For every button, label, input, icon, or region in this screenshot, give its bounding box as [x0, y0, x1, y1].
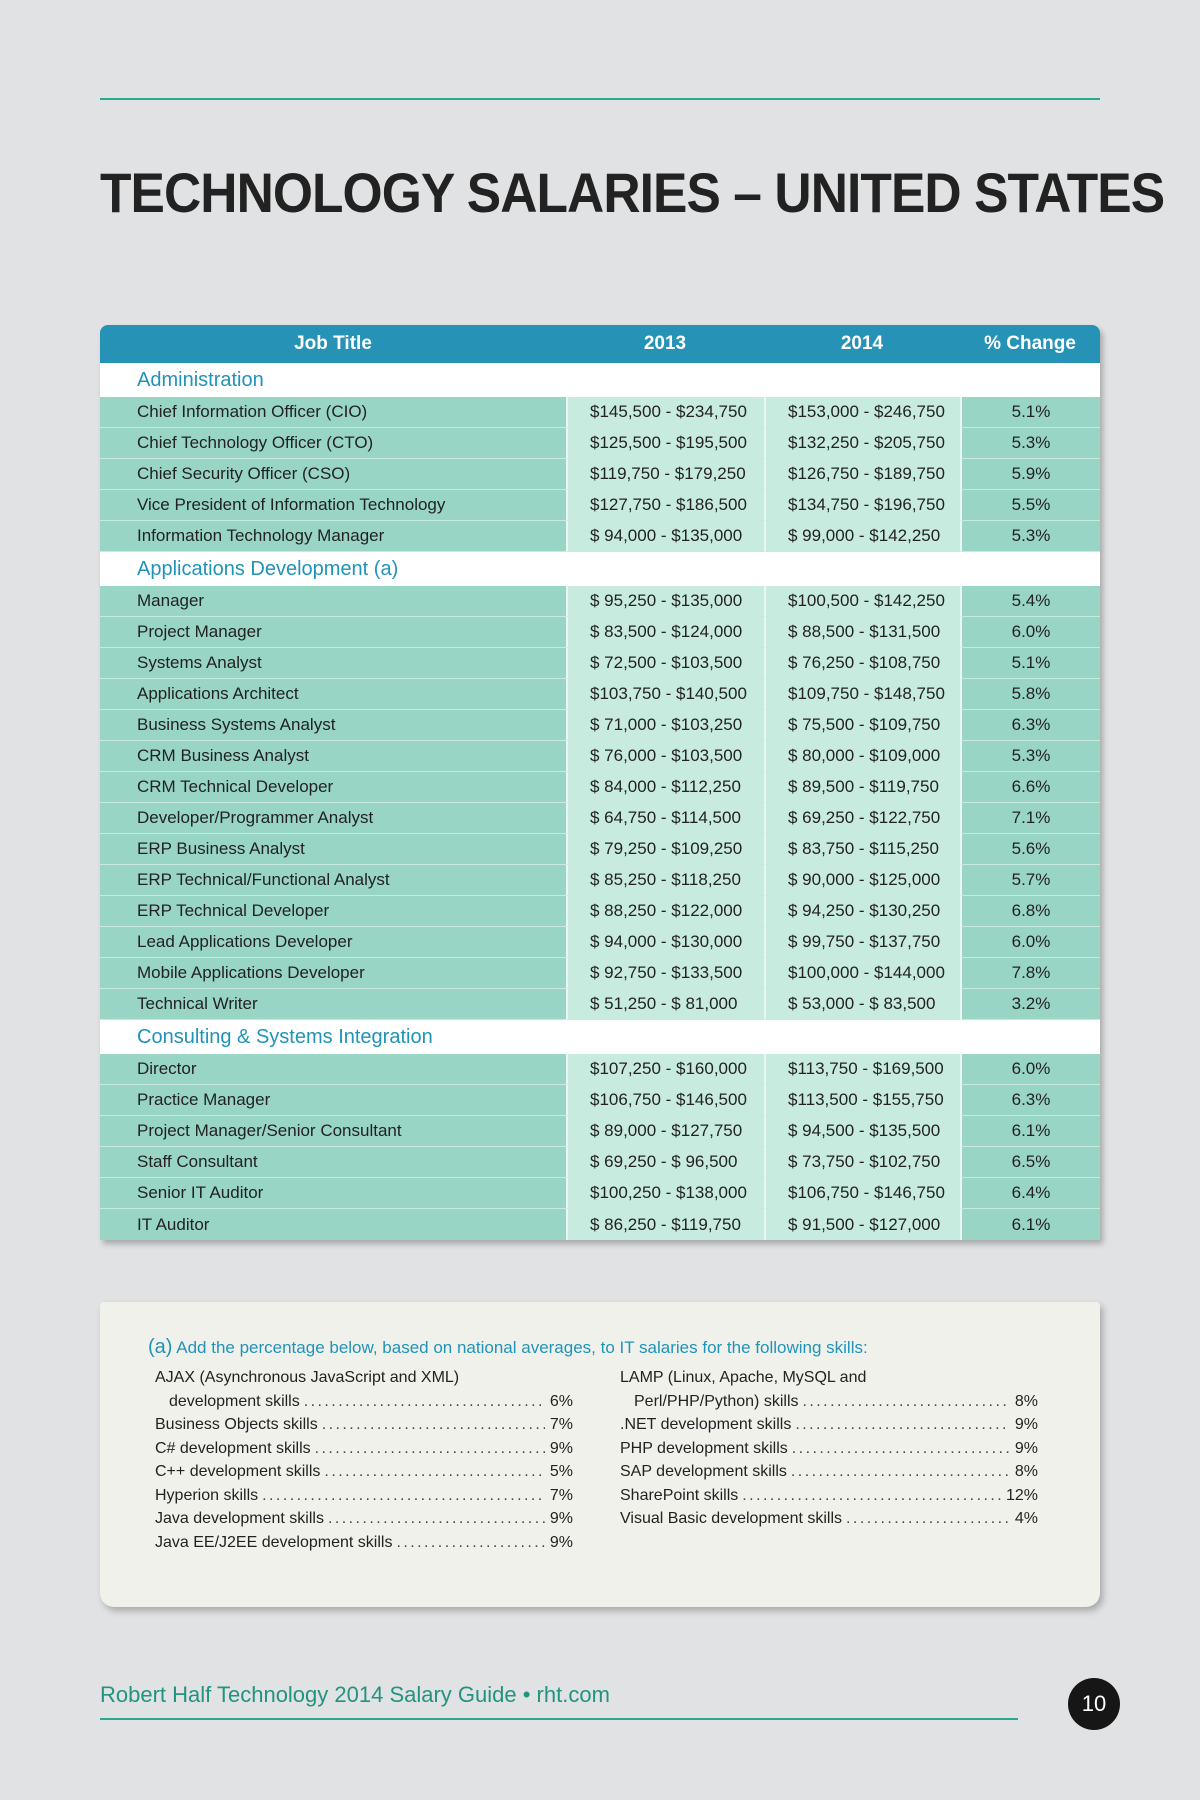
job-title-cell: Mobile Applications Developer: [100, 958, 566, 989]
skill-leader-line: [620, 1437, 1038, 1461]
skill-item: [155, 1460, 573, 1484]
salary-2013-cell: $106,750 - $146,500: [566, 1085, 764, 1116]
skill-leader-line: [155, 1460, 573, 1484]
section-heading: Consulting & Systems Integration: [100, 1020, 1100, 1054]
salary-2014-cell: $106,750 - $146,750: [764, 1178, 960, 1209]
top-rule: [100, 98, 1100, 100]
salary-2013-cell: $145,500 - $234,750: [566, 397, 764, 428]
table-row: [100, 1209, 1100, 1240]
salary-2014-cell: $132,250 - $205,750: [764, 428, 960, 459]
salary-table: [100, 325, 1100, 1240]
skill-name: Visual Basic development skills: [620, 1510, 843, 1527]
table-body: [100, 363, 1100, 1240]
pct-change-cell: 6.5%: [960, 1147, 1100, 1178]
job-title-cell: ERP Business Analyst: [100, 834, 566, 865]
skill-percentage: 4%: [1014, 1510, 1038, 1527]
skill-item: [155, 1531, 573, 1555]
skill-name: Perl/PHP/Python) skills: [634, 1392, 799, 1410]
skills-left-column: [155, 1366, 573, 1554]
skill-item: [620, 1437, 1038, 1461]
job-title-cell: Manager: [100, 586, 566, 617]
skill-item: [620, 1413, 1038, 1437]
job-title-cell: Vice President of Information Technology: [100, 490, 566, 521]
pct-change-cell: 6.4%: [960, 1178, 1100, 1209]
pct-change-cell: 6.0%: [960, 617, 1100, 648]
header-2013: 2013: [643, 333, 687, 354]
skill-leader-line: [155, 1507, 573, 1531]
job-title-cell: Chief Information Officer (CIO): [100, 397, 566, 428]
skill-leader-line: [620, 1484, 1038, 1508]
table-row: [100, 521, 1100, 552]
table-row: [100, 927, 1100, 958]
pct-change-cell: 5.3%: [960, 428, 1100, 459]
dot-leader: [328, 1507, 545, 1531]
table-row: [100, 679, 1100, 710]
pct-change-cell: 6.1%: [960, 1116, 1100, 1147]
salary-2013-cell: $ 92,750 - $133,500: [566, 958, 764, 989]
skill-leader-line: [620, 1413, 1038, 1437]
table-row: [100, 1054, 1100, 1085]
note-marker: (a): [148, 1336, 173, 1358]
dot-leader: [846, 1507, 1010, 1531]
skill-name: Java EE/J2EE development skills: [155, 1533, 393, 1551]
job-title-cell: Chief Technology Officer (CTO): [100, 428, 566, 459]
page-title: TECHNOLOGY SALARIES – UNITED STATES: [100, 161, 1165, 224]
job-title-cell: CRM Business Analyst: [100, 741, 566, 772]
table-row: [100, 617, 1100, 648]
salary-2014-cell: $ 80,000 - $109,000: [764, 741, 960, 772]
skill-name-line: LAMP (Linux, Apache, MySQL and: [620, 1369, 867, 1386]
skills-note-box: [100, 1302, 1100, 1607]
page-number: 10: [1068, 1678, 1120, 1730]
skill-percentage: 9%: [549, 1533, 573, 1551]
pct-change-cell: 6.0%: [960, 1054, 1100, 1085]
table-row: [100, 459, 1100, 490]
pct-change-cell: 6.1%: [960, 1209, 1100, 1240]
pct-change-cell: 5.4%: [960, 586, 1100, 617]
skill-percentage: 6%: [549, 1392, 573, 1410]
skills-note-heading: [148, 1336, 868, 1359]
salary-2014-cell: $ 94,500 - $135,500: [764, 1116, 960, 1147]
salary-2014-cell: $ 89,500 - $119,750: [764, 772, 960, 803]
salary-2014-cell: $ 88,500 - $131,500: [764, 617, 960, 648]
table-row: [100, 710, 1100, 741]
pct-change-cell: 5.1%: [960, 648, 1100, 679]
salary-2014-cell: $100,500 - $142,250: [764, 586, 960, 617]
skill-name: .NET development skills: [620, 1416, 792, 1433]
salary-2014-cell: $ 91,500 - $127,000: [764, 1209, 960, 1240]
job-title-cell: Staff Consultant: [100, 1147, 566, 1178]
dot-leader: [315, 1437, 545, 1461]
salary-2013-cell: $ 64,750 - $114,500: [566, 803, 764, 834]
skill-percentage: 9%: [1014, 1416, 1038, 1433]
skill-percentage: 7%: [549, 1416, 573, 1433]
skill-item: [155, 1366, 573, 1413]
table-row: [100, 958, 1100, 989]
skill-leader-line: [620, 1507, 1038, 1531]
salary-2014-cell: $ 83,750 - $115,250: [764, 834, 960, 865]
salary-2013-cell: $127,750 - $186,500: [566, 490, 764, 521]
job-title-cell: Systems Analyst: [100, 648, 566, 679]
salary-2014-cell: $100,000 - $144,000: [764, 958, 960, 989]
header-pct-change: % Change: [984, 333, 1076, 354]
pct-change-cell: 5.8%: [960, 679, 1100, 710]
salary-2013-cell: $ 83,500 - $124,000: [566, 617, 764, 648]
salary-2014-cell: $ 75,500 - $109,750: [764, 710, 960, 741]
skill-leader-line: [620, 1460, 1038, 1484]
dot-leader: [795, 1413, 1010, 1437]
header-2014: 2014: [840, 333, 884, 354]
table-row: [100, 1116, 1100, 1147]
header-job-title: Job Title: [294, 333, 372, 354]
pct-change-cell: 5.3%: [960, 521, 1100, 552]
salary-2014-cell: $ 90,000 - $125,000: [764, 865, 960, 896]
job-title-cell: Director: [100, 1054, 566, 1085]
skill-name: Hyperion skills: [155, 1486, 259, 1504]
salary-2014-cell: $ 94,250 - $130,250: [764, 896, 960, 927]
job-title-cell: Senior IT Auditor: [100, 1178, 566, 1209]
salary-2013-cell: $ 86,250 - $119,750: [566, 1209, 764, 1240]
skill-name: SharePoint skills: [620, 1486, 739, 1504]
job-title-cell: ERP Technical Developer: [100, 896, 566, 927]
salary-2013-cell: $ 79,250 - $109,250: [566, 834, 764, 865]
skill-item: [155, 1507, 573, 1531]
table-row: [100, 865, 1100, 896]
job-title-cell: Practice Manager: [100, 1085, 566, 1116]
salary-2013-cell: $119,750 - $179,250: [566, 459, 764, 490]
table-row: [100, 896, 1100, 927]
note-heading-text: Add the percentage below, based on national averages, to IT salaries for the following skills:: [176, 1338, 868, 1357]
salary-2014-cell: $153,000 - $246,750: [764, 397, 960, 428]
job-title-cell: Information Technology Manager: [100, 521, 566, 552]
table-row: [100, 772, 1100, 803]
skill-leader-line: [155, 1437, 573, 1461]
skill-item: [155, 1484, 573, 1508]
skill-item: [620, 1460, 1038, 1484]
pct-change-cell: 7.8%: [960, 958, 1100, 989]
pct-change-cell: 5.9%: [960, 459, 1100, 490]
dot-leader: [324, 1460, 545, 1484]
job-title-cell: Applications Architect: [100, 679, 566, 710]
skill-name: SAP development skills: [620, 1463, 787, 1480]
skill-name: C++ development skills: [155, 1463, 321, 1480]
pct-change-cell: 6.3%: [960, 1085, 1100, 1116]
skill-name: PHP development skills: [620, 1439, 788, 1457]
salary-2013-cell: $ 69,250 - $ 96,500: [566, 1147, 764, 1178]
job-title-cell: Business Systems Analyst: [100, 710, 566, 741]
skill-name: C# development skills: [155, 1439, 311, 1457]
section-heading: Administration: [100, 363, 1100, 397]
table-row: [100, 428, 1100, 459]
skill-leader-line: [155, 1484, 573, 1508]
skill-item: [620, 1366, 1038, 1413]
skill-percentage: 8%: [1014, 1463, 1038, 1480]
salary-2014-cell: $109,750 - $148,750: [764, 679, 960, 710]
table-row: [100, 803, 1100, 834]
skills-right-column: [620, 1366, 1038, 1531]
salary-2014-cell: $ 69,250 - $122,750: [764, 803, 960, 834]
job-title-cell: Chief Security Officer (CSO): [100, 459, 566, 490]
skill-percentage: 7%: [549, 1486, 573, 1504]
salary-2013-cell: $ 71,000 - $103,250: [566, 710, 764, 741]
pct-change-cell: 5.1%: [960, 397, 1100, 428]
pct-change-cell: 6.3%: [960, 710, 1100, 741]
pct-change-cell: 7.1%: [960, 803, 1100, 834]
pct-change-cell: 5.7%: [960, 865, 1100, 896]
salary-2013-cell: $ 85,250 - $118,250: [566, 865, 764, 896]
skill-percentage: 8%: [1014, 1392, 1038, 1410]
salary-2013-cell: $ 72,500 - $103,500: [566, 648, 764, 679]
job-title-cell: Developer/Programmer Analyst: [100, 803, 566, 834]
salary-2014-cell: $ 99,750 - $137,750: [764, 927, 960, 958]
pct-change-cell: 6.6%: [960, 772, 1100, 803]
skill-leader-line: [155, 1390, 573, 1414]
dot-leader: [792, 1437, 1010, 1461]
footer-text: Robert Half Technology 2014 Salary Guide • rht.com: [100, 1682, 610, 1707]
table-row: [100, 1085, 1100, 1116]
table-row: [100, 741, 1100, 772]
dot-leader: [803, 1390, 1011, 1414]
salary-2014-cell: $ 53,000 - $ 83,500: [764, 989, 960, 1020]
section-heading: Applications Development (a): [100, 552, 1100, 586]
table-row: [100, 586, 1100, 617]
skill-name: Business Objects skills: [155, 1416, 318, 1433]
skill-leader-line: [155, 1413, 573, 1437]
salary-2013-cell: $ 84,000 - $112,250: [566, 772, 764, 803]
salary-2013-cell: $ 51,250 - $ 81,000: [566, 989, 764, 1020]
skill-percentage: 12%: [1005, 1486, 1038, 1504]
salary-2014-cell: $113,750 - $169,500: [764, 1054, 960, 1085]
skill-name: development skills: [169, 1392, 300, 1410]
job-title-cell: CRM Technical Developer: [100, 772, 566, 803]
skill-item: [620, 1484, 1038, 1508]
dot-leader: [791, 1460, 1010, 1484]
table-row: [100, 490, 1100, 521]
job-title-cell: Technical Writer: [100, 989, 566, 1020]
pct-change-cell: 5.3%: [960, 741, 1100, 772]
skill-leader-line: [155, 1531, 573, 1555]
pct-change-cell: 6.0%: [960, 927, 1100, 958]
job-title-cell: Lead Applications Developer: [100, 927, 566, 958]
skill-name-line: AJAX (Asynchronous JavaScript and XML): [155, 1369, 460, 1386]
dot-leader: [742, 1484, 1002, 1508]
salary-2014-cell: $ 73,750 - $102,750: [764, 1147, 960, 1178]
skill-name: Java development skills: [155, 1510, 324, 1527]
salary-2013-cell: $ 94,000 - $135,000: [566, 521, 764, 552]
salary-2014-cell: $113,500 - $155,750: [764, 1085, 960, 1116]
job-title-cell: Project Manager/Senior Consultant: [100, 1116, 566, 1147]
dot-leader: [262, 1484, 545, 1508]
salary-2014-cell: $ 99,000 - $142,250: [764, 521, 960, 552]
job-title-cell: IT Auditor: [100, 1209, 566, 1240]
table-row: [100, 834, 1100, 865]
table-header: [100, 325, 1100, 363]
skill-item: [155, 1437, 573, 1461]
salary-2013-cell: $103,750 - $140,500: [566, 679, 764, 710]
salary-2013-cell: $125,500 - $195,500: [566, 428, 764, 459]
salary-2013-cell: $100,250 - $138,000: [566, 1178, 764, 1209]
dot-leader: [322, 1413, 545, 1437]
skill-item: [155, 1413, 573, 1437]
salary-2013-cell: $ 94,000 - $130,000: [566, 927, 764, 958]
table-row: [100, 648, 1100, 679]
salary-2013-cell: $ 95,250 - $135,000: [566, 586, 764, 617]
footer-rule: [100, 1718, 1018, 1720]
salary-2013-cell: $107,250 - $160,000: [566, 1054, 764, 1085]
pct-change-cell: 6.8%: [960, 896, 1100, 927]
salary-2013-cell: $ 76,000 - $103,500: [566, 741, 764, 772]
skill-percentage: 9%: [549, 1439, 573, 1457]
table-row: [100, 1178, 1100, 1209]
salary-2013-cell: $ 89,000 - $127,750: [566, 1116, 764, 1147]
table-row: [100, 397, 1100, 428]
skill-percentage: 5%: [549, 1463, 573, 1480]
pct-change-cell: 5.6%: [960, 834, 1100, 865]
dot-leader: [396, 1531, 545, 1555]
salary-2014-cell: $ 76,250 - $108,750: [764, 648, 960, 679]
job-title-cell: ERP Technical/Functional Analyst: [100, 865, 566, 896]
salary-2014-cell: $134,750 - $196,750: [764, 490, 960, 521]
job-title-cell: Project Manager: [100, 617, 566, 648]
table-row: [100, 989, 1100, 1020]
salary-2013-cell: $ 88,250 - $122,000: [566, 896, 764, 927]
skill-leader-line: [620, 1390, 1038, 1414]
salary-2014-cell: $126,750 - $189,750: [764, 459, 960, 490]
pct-change-cell: 3.2%: [960, 989, 1100, 1020]
skill-percentage: 9%: [549, 1510, 573, 1527]
skill-item: [620, 1507, 1038, 1531]
dot-leader: [304, 1390, 545, 1414]
pct-change-cell: 5.5%: [960, 490, 1100, 521]
skill-percentage: 9%: [1014, 1439, 1038, 1457]
table-row: [100, 1147, 1100, 1178]
